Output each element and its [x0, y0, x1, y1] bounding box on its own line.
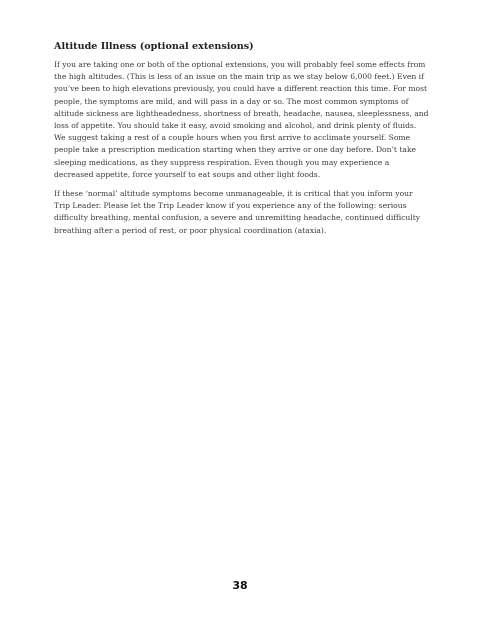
body-paragraph-2: If these ‘normal’ altitude symptoms become unmanageable, it is critical that you inform your Trip Leader. Please let the Trip Leader know if you experience any of the following: serious difficulty breathing, mental confusion, a severe and unremitting headache, continued difficulty breathing after a period of rest, or poor physical coordination (ataxia). — [54, 189, 421, 235]
page-content — [54, 40, 430, 244]
section-heading: Altitude Illness (optional extensions) — [54, 41, 254, 52]
page-number: 38 — [232, 579, 248, 592]
body-paragraph-1: If you are taking one or both of the optional extensions, you will probably feel some effects from the high altitudes. (This is less of an issue on the main trip as we stay below 6,000 feet.) Even if you’ve been to high elevations previously, you could have a different reaction this time. For most people, the symptoms are mild, and will pass in a day or so. The most common symptoms of altitude sickness are lightheadedness, shortness of breath, headache, nausea, sleeplessness, and loss of appetite. You should take it easy, avoid smoking and alcohol, and drink plenty of fluids. We suggest taking a rest of a couple hours when you first arrive to acclimate yourself. Some people take a prescription medication starting when they arrive or one day before. Don’t take sleeping medications, as they suppress respiration. Even though you may experience a decreased appetite, force yourself to eat soups and other light foods. — [54, 60, 429, 179]
